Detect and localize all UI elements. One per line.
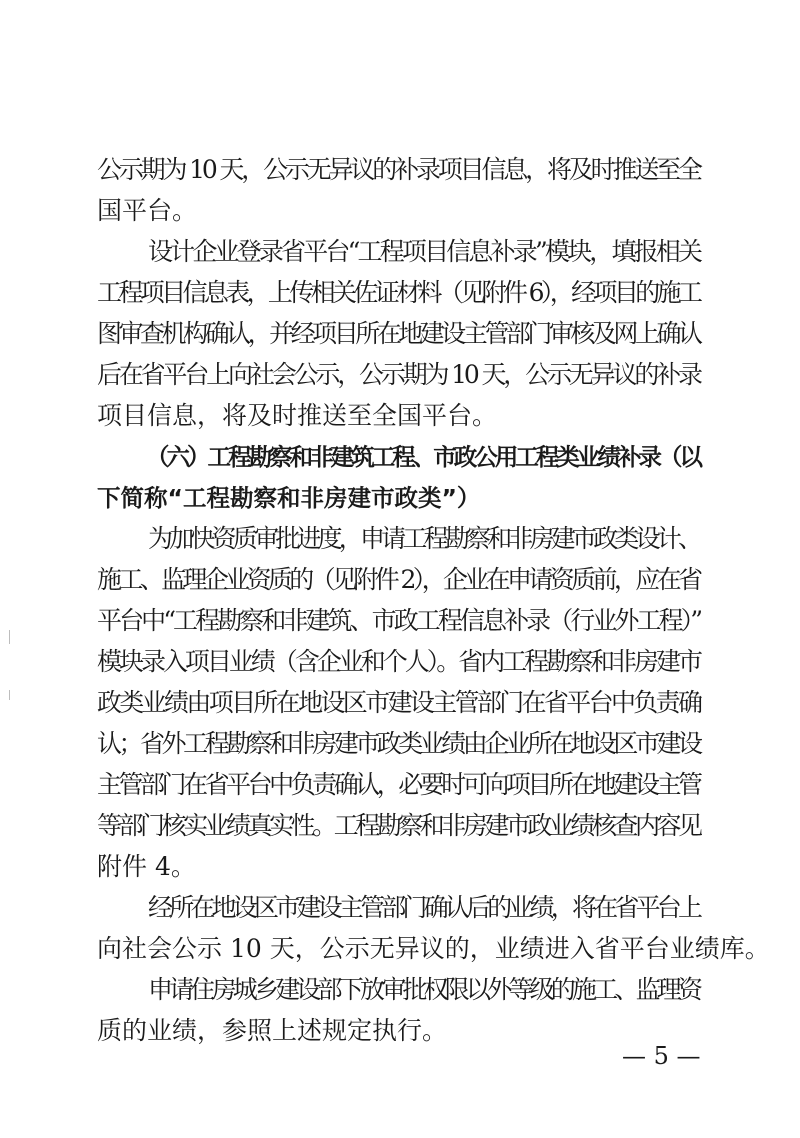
text-line bbox=[0, 191, 800, 231]
line-text: 图审查机构确认，并经项目所在地建设主管部门审核及网上确认 bbox=[97, 319, 700, 348]
line-text: 公示期为 10 天，公示无异议的补录项目信息，将及时推送至全 bbox=[97, 155, 700, 184]
line-text: 工程项目信息表，上传相关佐证材料（见附件 6），经项目的施工 bbox=[97, 278, 700, 307]
text-line bbox=[0, 601, 800, 641]
heading-text: （六）工程勘察和非建筑工程、市政公用工程类业绩补录（以 bbox=[146, 443, 701, 471]
page-number: — 5 — bbox=[622, 1042, 701, 1070]
heading-text: 下简称“工程勘察和非房建市政类”） bbox=[97, 484, 481, 512]
text-line bbox=[0, 765, 800, 805]
text-line bbox=[0, 970, 800, 1010]
line-text: 施工、监理企业资质的（见附件 2），企业在申请资质前，应在省 bbox=[97, 565, 700, 594]
section-heading bbox=[0, 478, 800, 518]
line-text: 等部门核实业绩真实性。工程勘察和非房建市政业绩核查内容见 bbox=[97, 811, 700, 840]
line-text: 向社会公示 10 天，公示无异议的，业绩进入省平台业绩库。 bbox=[97, 934, 770, 963]
line-text: 认；省外工程勘察和非房建市政类业绩由企业所在地设区市建设 bbox=[97, 729, 700, 758]
text-line bbox=[0, 806, 800, 846]
text-line bbox=[0, 560, 800, 600]
line-text: 为加快资质审批进度，申请工程勘察和非房建市政类设计、 bbox=[148, 524, 700, 553]
line-text: 国平台。 bbox=[97, 196, 198, 225]
line-text: 模块录入项目业绩（含企业和个人）。省内工程勘察和非房建市 bbox=[97, 647, 700, 676]
text-line bbox=[0, 642, 800, 682]
text-line bbox=[0, 724, 800, 764]
text-line bbox=[0, 355, 800, 395]
text-line bbox=[0, 888, 800, 928]
line-text: 附件 4。 bbox=[97, 852, 196, 881]
text-line bbox=[0, 232, 800, 272]
line-text: 主管部门在省平台中负责确认，必要时可向项目所在地建设主管 bbox=[97, 770, 700, 799]
text-line bbox=[0, 396, 800, 436]
line-text: 后在省平台上向社会公示，公示期为 10 天，公示无异议的补录 bbox=[97, 360, 700, 389]
text-line bbox=[0, 683, 800, 723]
section-heading bbox=[0, 437, 800, 477]
text-line bbox=[0, 519, 800, 559]
line-text: 设计企业登录省平台“工程项目信息补录”模块，填报相关 bbox=[148, 237, 701, 266]
line-text: 申请住房城乡建设部下放审批权限以外等级的施工、监理资 bbox=[148, 975, 700, 1004]
text-line bbox=[0, 314, 800, 354]
text-line bbox=[0, 273, 800, 313]
text-line bbox=[0, 929, 800, 969]
line-text: 项目信息，将及时推送至全国平台。 bbox=[97, 401, 498, 430]
text-line bbox=[0, 150, 800, 190]
line-text: 经所在地设区市建设主管部门确认后的业绩，将在省平台上 bbox=[148, 893, 700, 922]
line-text: 质的业绩，参照上述规定执行。 bbox=[97, 1016, 448, 1045]
text-line bbox=[0, 847, 800, 887]
line-text: 平台中“工程勘察和非建筑、市政工程信息补录（行业外工程）” bbox=[97, 606, 701, 635]
line-text: 政类业绩由项目所在地设区市建设主管部门在省平台中负责确 bbox=[97, 688, 701, 717]
